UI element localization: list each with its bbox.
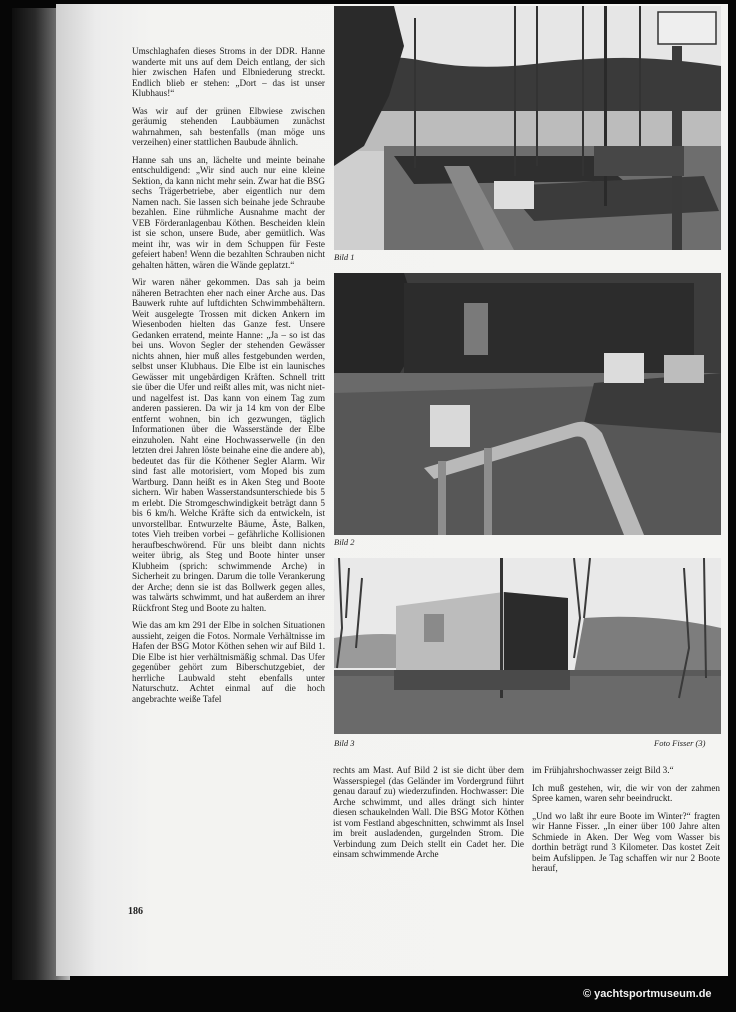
paragraph: Umschlaghafen dieses Stroms in der DDR. Hanne wanderte mit uns auf dem Deich entlang, der sich hier zwischen Hafen und Elbniederung streckt. Endlich blieb er stehen: „Dort – das ist unser Klubhaus!“ [132, 46, 325, 98]
harbour-photo-illustration [334, 6, 721, 250]
watermark-text: © yachtsportmuseum.de [583, 988, 712, 1000]
photo-credit: Foto Fisser (3) [654, 738, 706, 748]
paragraph: Wie das am km 291 der Elbe in solchen Situationen aussieht, zeigen die Fotos. Normale Verhältnisse im Hafen der BSG Motor Köthen sehen wir auf Bild 1. Die Elbe ist hier verhältnismäßig schmal. Das Ufer gegenüber gehört zum Biberschutzgebiet, der herrliche Laubwald steht ebenfalls unter Naturschutz. Achtet einmal auf die hoch angebrachte weiße Tafel [132, 620, 325, 704]
paragraph: Wir waren näher gekommen. Das sah ja beim näheren Betrachten eher nach einer Arche aus. Das Bauwerk ruhte auf luftdichten Schwimmbehältern. Weit ausgelegte Trossen mit dicken Ankern im Wiesenboden hielten das Ganze fest. Unsere Gedanken erratend, meinte Hanne: „Ja – so ist das bei uns. Wovon Segler der stehenden Gewässer nichts ahnen, hier muß alles festgebunden werden, selbst unser Klubhaus. Die Elbe ist ein launisches Gewässer mit ungebärdigen Kräften. Schnell tritt sie über die Ufer und reißt alles mit, was nicht niet- und nagelfest ist. Das kann von einem Tag zum anderen passieren. Da wir ja 14 km von der Elbe entfernt wohnen, bin ich gezwungen, täglich Informationen über die Wasserstände der Elbe einzuholen. Naht eine Hochwasserwelle (in den letzten drei Jahren löste beinahe eine die andere ab), bedeutet das für die Köthener Segler Alarm. Wir sind fast alle motorisiert, vom Moped bis zum Wartburg. Dann heißt es in Aken Steg und Boote sichern. Wir haben Wasserstandsunterschiede bis 5 m erlebt. Die Stromgeschwindigkeit beträgt dann 5 bis 6 km/h. Welche Kräfte sich da entwickeln, ist unvorstellbar. Entwurzelte Bäume, Äste, Balken, totes Vieh treiben vorbei – gefährliche Kollisionen heraufbeschwörend. Für uns bleibt dann nichts weiter übrig, als Steg und Boote hinter unser Klubheim (sprich: schwimmende Arche) in Sicherheit zu bringen. Darum die tolle Verankerung der Arche; denn sie ist das Bollwerk gegen alles, was talwärts schwimmt, und hat außerdem an ihrer Rückfront Steg und Boote zu halten. [132, 277, 325, 613]
photo-harbour-normal [334, 6, 721, 250]
paragraph: „Und wo laßt ihr eure Boote im Winter?“ fragten wir Hanne Fisser. „In einer über 100 Jahre alten Schmiede in Aken. Der Weg vom Wasser bis dorthin beträgt rund 3 Kilometer. Das kostet Zeit beim Aufslippen. Je Tag schaffen wir nur 2 Boote herauf, [532, 810, 720, 873]
page-number: 186 [128, 906, 143, 917]
paragraph: im Frühjahrshochwasser zeigt Bild 3.“ [532, 765, 674, 775]
article-column-middle [333, 765, 524, 890]
ark-photo-illustration [334, 558, 721, 734]
article-column-right [532, 765, 720, 890]
photo-isolated-ark [334, 558, 721, 734]
photo-caption: Bild 3 [334, 738, 355, 748]
flood-photo-illustration [334, 273, 721, 535]
paragraph: Was wir auf der grünen Elbwiese zwischen geräumig stehenden Laubbäumen zunächst wahrnahmen, sah bestenfalls (man möge uns verzeihen) einer stattlichen Baubude ähnlich. [132, 105, 325, 147]
photo-caption: Bild 1 [334, 252, 355, 262]
paragraph: Ich muß gestehen, wir, die wir von der zahmen Spree kamen, waren sehr beeindruckt. [532, 782, 720, 803]
paragraph: Hanne sah uns an, lächelte und meinte beinahe entschuldigend: „Wir sind auch nur eine kleine Sektion, da kann nicht mehr sein. Zwar hat die BSG sechs Trägerbetriebe, aber eigentlich nur dem Namen nach. Sie lassen sich beinahe jede Schraube bezahlen. Eine rühmliche Ausnahme macht der VEB Förderanlagenbau Köthen. Bescheiden klein ist sie schon, unsere Bude, aber gemütlich. Was meint ihr, was wir in dem Schuppen für Feste gefeiert haben! Wenn die bezahlten Schrauben nicht gehalten hätten, wären die Wände geplatzt.“ [132, 154, 325, 270]
article-column-left [132, 46, 325, 901]
paragraph: rechts am Mast. Auf Bild 2 ist sie dicht über dem Wasserspiegel (das Geländer im Vordergrund führt genau darauf zu) wiederzufinden. Hochwasser: Die Arche schwimmt, und alles drängt sich hinter diesen schaukelnden Wall. Die BSG Motor Köthen ist vom Festland abgeschnitten, schwimmt als Insel im breit ausladenden, gurgelnden Strom. Die Verbindung zum Deich stellt ein Cadet her. Die einsam schwimmende Arche [333, 765, 524, 859]
photo-flood-ark [334, 273, 721, 535]
photo-caption: Bild 2 [334, 537, 355, 547]
